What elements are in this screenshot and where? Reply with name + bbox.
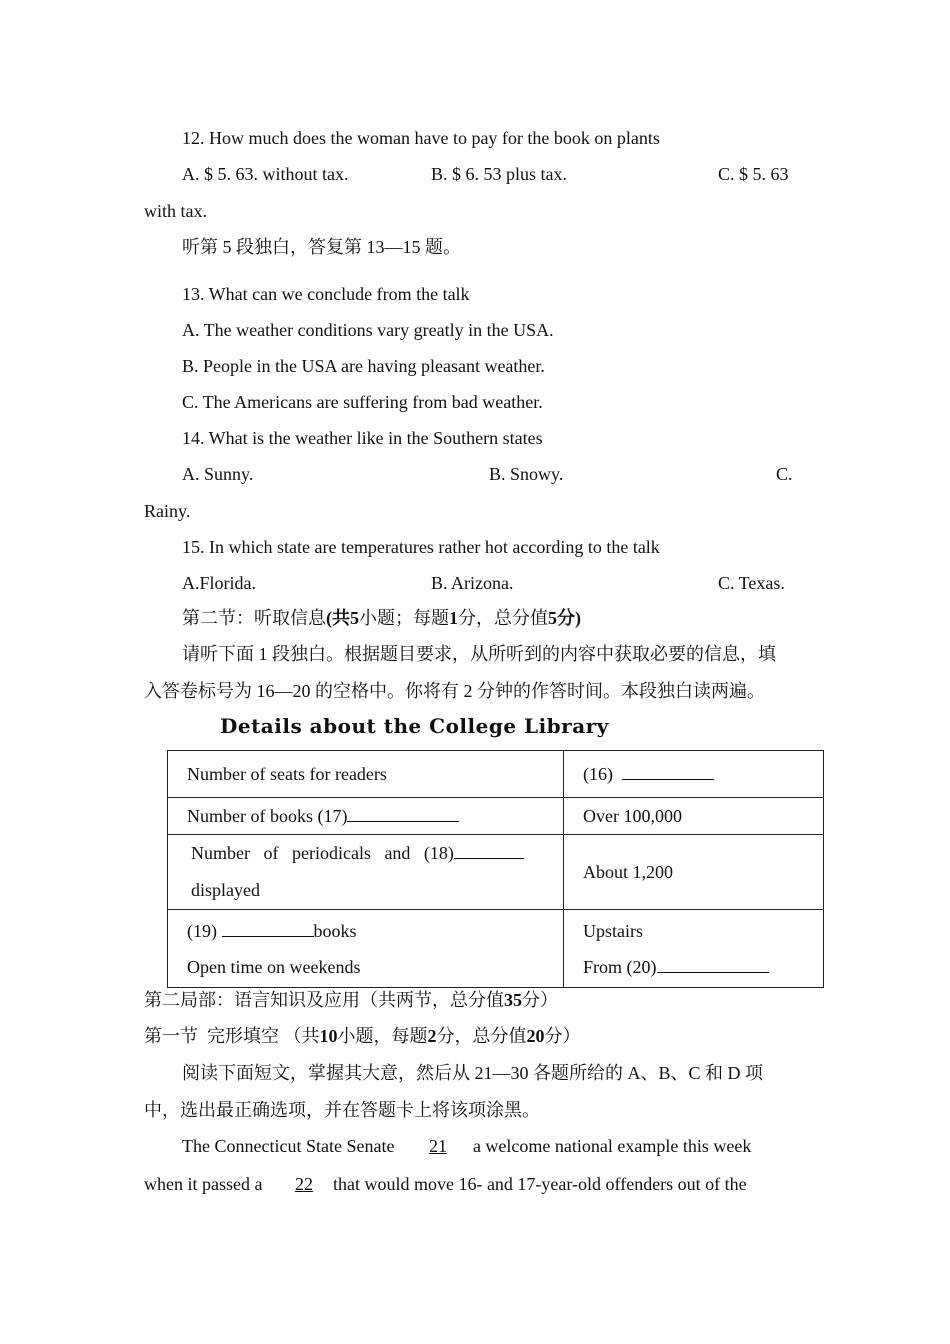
table-cell [564,751,824,798]
table-cell [168,751,564,798]
table-title: Details about the College Library [220,714,609,738]
part-two-header [144,989,558,1011]
q12-option-c: C. $ 5. 63 [718,164,789,184]
periodicals-label-text: Number of periodicals and (18) [191,843,454,863]
q12-option-c-cont: with tax. [144,201,207,221]
q14-option-c: C. [776,464,793,484]
q14-option-c-cont: Rainy. [144,501,191,521]
blank-16-label: (16) [583,764,613,784]
section1-header-suffix: 分） [544,1026,581,1046]
part-two-header-prefix: 第二局部：语言知识及应用（共两节，总分值 [144,990,504,1010]
table-cell [564,798,824,835]
q12-option-b: B. $ 6. 53 plus tax. [431,164,568,184]
periodicals-label-line2: displayed [191,880,260,900]
weekend-hours-label: Open time on weekends [187,956,361,977]
blank-21: 21 [428,1136,447,1156]
q13-option-b: B. People in the USA are having pleasant weather. [182,356,545,376]
blank-22: 22 [294,1174,313,1194]
section5-intro: 听第 5 段独白，答复第 13—15 题。 [182,237,461,257]
q13-option-c: C. The Americans are suffering from bad weather. [182,392,543,412]
seats-label: Number of seats for readers [187,764,387,784]
table-cell [168,835,564,910]
table-cell [168,798,564,835]
answer-blank-19[interactable] [222,920,314,937]
section1-header-mid2: 分，总分值 [436,1026,527,1046]
q13-question: 13. What can we conclude from the talk [182,284,470,304]
part2-header-prefix: 第二节：听取信息 [182,608,326,628]
passage-line2 [144,1173,747,1195]
blank-20-line [583,949,823,985]
part2-header-suffix: 分) [557,608,581,628]
blank-19-line [187,913,563,949]
section1-header-mid1: 小题，每题 [337,1026,428,1046]
table-cell [564,910,824,988]
answer-blank-18[interactable] [454,842,524,859]
part2-header [182,607,581,629]
part2-header-each: 1 [449,608,458,628]
part2-instructions-line2: 入答卷标号为 16—20 的空格中。你将有 2 分钟的作答时间。本段独白读两遍。 [144,681,765,701]
q14-option-b: B. Snowy. [489,464,564,484]
books-value: Over 100,000 [583,806,682,826]
q15-option-a: A.Florida. [182,573,256,593]
periodicals-value: About 1,200 [583,862,673,882]
cloze-instructions-line1: 阅读下面短文，掌握其大意，然后从 21—30 各题所给的 A、B、C 和 D 项 [182,1063,764,1083]
q15-option-c: C. Texas. [718,573,785,593]
q15-question: 15. In which state are temperatures rather hot according to the talk [182,537,660,557]
q14-option-a: A. Sunny. [182,464,254,484]
table-row [168,798,824,835]
library-details-table [167,750,824,988]
passage-line1-start: The Connecticut State Senate [182,1136,399,1156]
q12-option-a: A. $ 5. 63. without tax. [182,164,349,184]
answer-blank-17[interactable] [347,805,459,822]
answer-blank-16[interactable] [622,763,714,780]
passage-line2-start: when it passed a [144,1174,267,1194]
table-cell [168,910,564,988]
table-row [168,751,824,798]
part2-header-mid3: 分，总分值 [458,608,548,628]
section1-header-total: 20 [526,1026,545,1046]
blank-20-label: From (20) [583,956,657,977]
q12-question: 12. How much does the woman have to pay for the book on plants [182,128,660,148]
part2-instructions-line1: 请听下面 1 段独白。根据题目要求，从所听到的内容中获取必要的信息，填 [182,644,776,664]
part2-header-mid2: 小题；每题 [359,608,449,628]
q13-option-a: A. The weather conditions vary greatly in the USA. [182,320,554,340]
part-two-header-suffix: 分） [522,990,558,1010]
answer-blank-20[interactable] [657,956,769,973]
part2-header-count: 5 [350,608,359,628]
upstairs-value: Upstairs [583,920,643,941]
passage-line2-end: that would move 16- and 17-year-old offenders out of the [332,1174,747,1194]
section1-header-prefix: 第一节 完形填空 （共 [144,1026,320,1046]
periodicals-label-line1 [191,835,563,872]
table-row [168,910,824,988]
q14-question: 14. What is the weather like in the Southern states [182,428,543,448]
table-row [168,835,824,910]
passage-line1 [182,1135,751,1157]
blank-19-label: (19) [187,920,217,941]
section1-header [144,1025,581,1047]
cloze-instructions-line2: 中，选出最正确选项，并在答题卡上将该项涂黑。 [144,1100,540,1120]
passage-line1-end: a welcome national example this week [472,1136,752,1156]
section1-header-count: 10 [319,1026,338,1046]
section1-header-each: 2 [427,1026,437,1046]
q15-option-b: B. Arizona. [431,573,514,593]
part-two-header-total: 35 [504,990,522,1010]
part2-header-total: 5 [548,608,557,628]
table-cell [564,835,824,910]
part2-header-mid1: (共 [326,608,350,628]
blank-19-suffix: books [313,920,357,941]
books-label: Number of books (17) [187,806,348,826]
